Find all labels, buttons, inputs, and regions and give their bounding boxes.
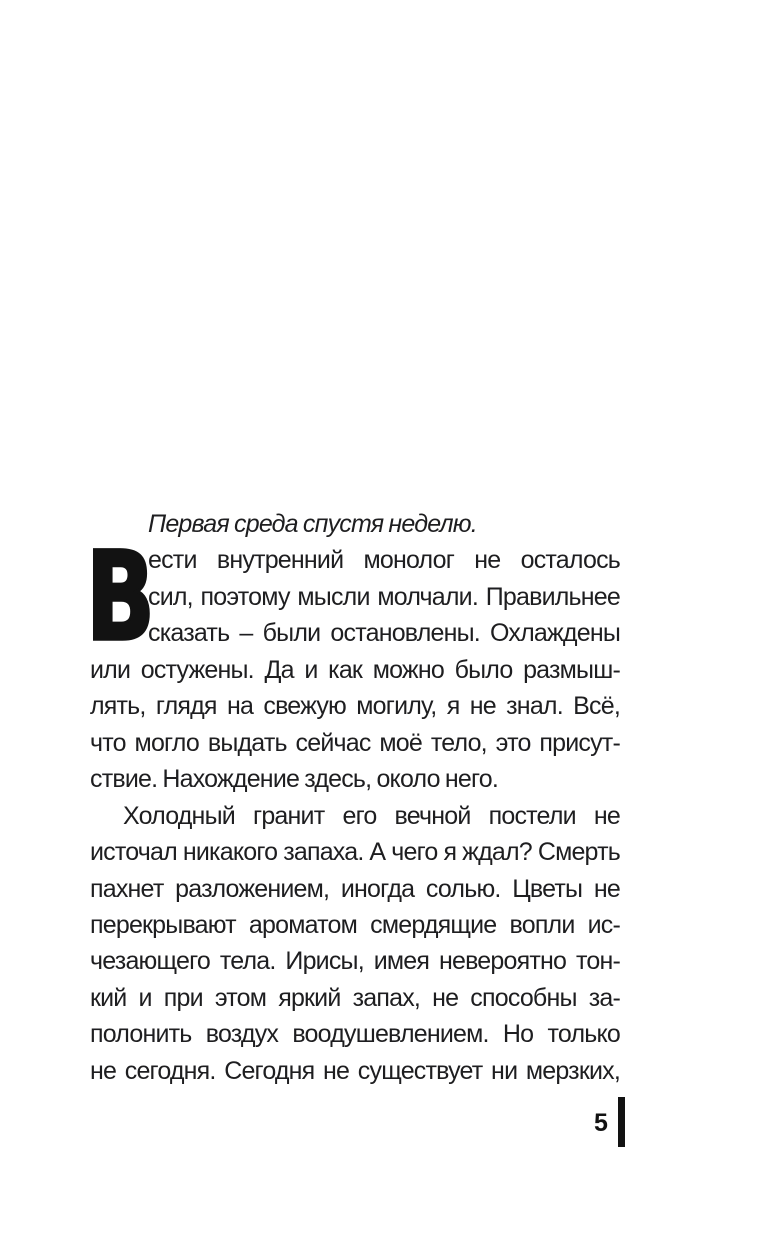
text-line: не сегодня. Сегодня не существует ни мерзких, bbox=[90, 1056, 620, 1085]
text-line: что могло выдать сейчас моё тело, это присут- bbox=[90, 728, 620, 757]
text-line: пахнет разложением, иногда солью. Цветы не bbox=[90, 874, 620, 903]
text-column bbox=[90, 506, 620, 1089]
text-line: лять, глядя на свежую могилу, я не знал. Всё, bbox=[90, 692, 620, 721]
chapter-date-heading: Первая среда спустя неделю. bbox=[148, 510, 477, 538]
text-line: ести внутренний монолог не осталось bbox=[148, 546, 620, 575]
text-line: чезающего тела. Ирисы, имея невероятно тон- bbox=[90, 947, 620, 976]
text-line: ствие. Нахождение здесь, около него. bbox=[90, 765, 498, 794]
text-line: перекрывают ароматом смердящие вопли ис- bbox=[90, 910, 620, 939]
text-line: полонить воздух воодушевлением. Но только bbox=[90, 1020, 620, 1049]
page-number-bar bbox=[618, 1097, 625, 1147]
page-number: 5 bbox=[594, 1109, 608, 1137]
text-line: источал никакого запаха. А чего я ждал? Смерть bbox=[90, 838, 620, 867]
drop-cap-letter: В bbox=[86, 526, 155, 668]
text-line: кий и при этом яркий запах, не способны за- bbox=[90, 983, 620, 1012]
text-line: сказать – были остановлены. Охлаждены bbox=[148, 619, 620, 648]
text-line: или остужены. Да и как можно было размыш- bbox=[90, 655, 620, 684]
text-line: Холодный гранит его вечной постели не bbox=[123, 801, 620, 830]
text-line: сил, поэтому мысли молчали. Правильнее bbox=[148, 582, 620, 611]
